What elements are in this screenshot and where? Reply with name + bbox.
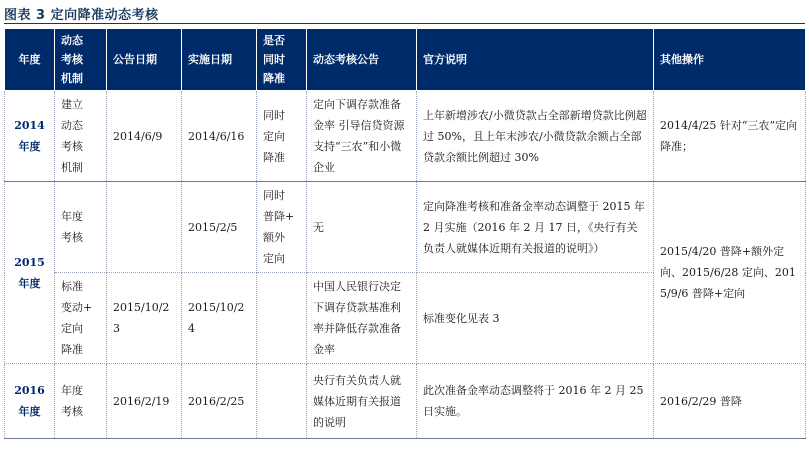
also-cut-cell [257, 364, 307, 439]
announce-date-cell: 2014/6/9 [107, 91, 182, 182]
year-cell: 2016 年度 [5, 364, 55, 439]
effective-date-cell: 2016/2/25 [182, 364, 257, 439]
col-header-effective-date: 实施日期 [182, 29, 257, 91]
other-cell: 2016/2/29 普降 [654, 364, 806, 439]
also-cut-cell: 同时 普降+ 额外 定向 [257, 182, 307, 273]
also-cut-cell: 同时 定向 降准 [257, 91, 307, 182]
table-row [5, 91, 806, 182]
also-cut-cell [257, 273, 307, 364]
effective-date-cell: 2014/6/16 [182, 91, 257, 182]
other-cell: 2015/4/20 普降+额外定向、2015/6/28 定向、2015/9/6 普降+定向 [654, 182, 806, 364]
notice-cell: 无 [307, 182, 417, 273]
announce-date-cell: 2016/2/19 [107, 364, 182, 439]
table-row [5, 182, 806, 273]
announce-date-cell [107, 182, 182, 273]
col-header-also-cut: 是否 同时 降准 [257, 29, 307, 91]
col-header-notice: 动态考核公告 [307, 29, 417, 91]
other-cell: 2014/4/25 针对“三农”定向降准； [654, 91, 806, 182]
notice-cell: 中国人民银行决定下调存贷款基准利率并降低存款准备金率 [307, 273, 417, 364]
explanation-cell: 定向降准考核和准备金率动态调整于 2015 年 2 月实施（2016 年 2 月 17 日，《央行有关负责人就媒体近期有关报道的说明》） [417, 182, 654, 273]
explanation-cell: 上年新增涉农/小微贷款占全部新增贷款比例超过 50%，且上年末涉农/小微贷款余额占全部贷款余额比例超过 30% [417, 91, 654, 182]
col-header-other: 其他操作 [654, 29, 806, 91]
col-header-mechanism: 动态 考核 机制 [55, 29, 107, 91]
year-cell: 2014 年度 [5, 91, 55, 182]
table-row [5, 364, 806, 439]
mechanism-cell: 年度 考核 [55, 182, 107, 273]
figure-title: 图表 3 定向降准动态考核 [4, 8, 159, 23]
col-header-explanation: 官方说明 [417, 29, 654, 91]
year-cell: 2015 年度 [5, 182, 55, 364]
effective-date-cell: 2015/2/5 [182, 182, 257, 273]
mechanism-cell: 年度 考核 [55, 364, 107, 439]
announce-date-cell: 2015/10/23 [107, 273, 182, 364]
header-row [5, 29, 806, 91]
col-header-announce-date: 公告日期 [107, 29, 182, 91]
title-rule [4, 23, 805, 24]
effective-date-cell: 2015/10/24 [182, 273, 257, 364]
policy-table [4, 28, 806, 439]
explanation-cell: 标准变化见表 3 [417, 273, 654, 364]
mechanism-cell: 标准 变动+ 定向 降准 [55, 273, 107, 364]
col-header-year: 年度 [5, 29, 55, 91]
mechanism-cell: 建立 动态 考核 机制 [55, 91, 107, 182]
explanation-cell: 此次准备金率动态调整将于 2016 年 2 月 25 日实施。 [417, 364, 654, 439]
notice-cell: 央行有关负责人就媒体近期有关报道的说明 [307, 364, 417, 439]
notice-cell: 定向下调存款准备金率 引导信贷资源支持“三农”和小微企业 [307, 91, 417, 182]
